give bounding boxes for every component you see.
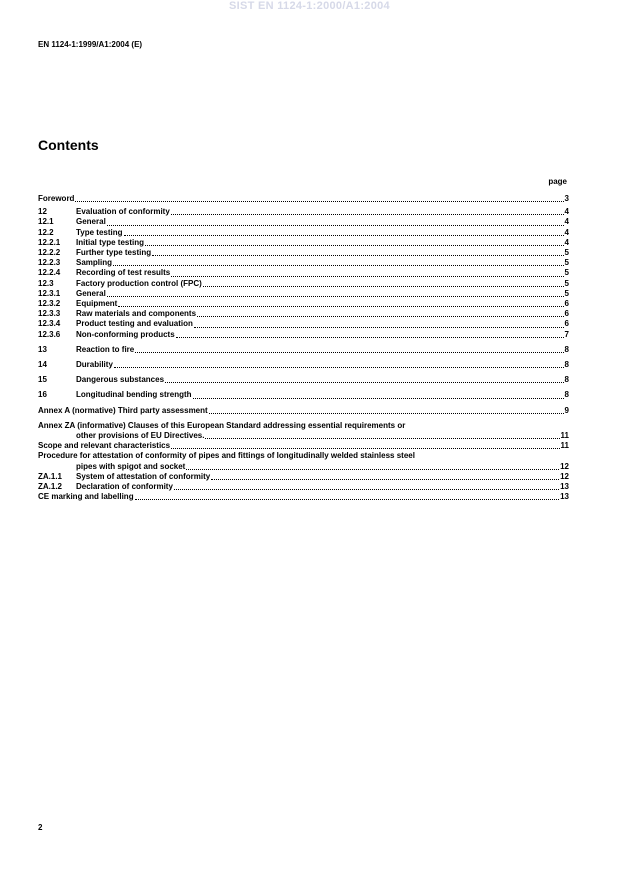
toc-entry[interactable] xyxy=(38,309,569,319)
toc-entry[interactable] xyxy=(38,289,569,299)
toc-entry-number: 12.1 xyxy=(38,217,54,227)
toc-entry-title: Initial type testing xyxy=(76,237,145,247)
toc-entry-number: 14 xyxy=(38,360,47,370)
toc-entry-page: 5 xyxy=(564,278,569,288)
leader-dots xyxy=(186,469,559,470)
toc-entry-number: 12.3.1 xyxy=(38,288,61,298)
toc-entry-title: Longitudinal bending strength xyxy=(76,390,192,400)
toc-entry-page: 4 xyxy=(564,217,569,227)
toc-entry-title: Declaration of conformity xyxy=(76,482,173,492)
leader-dots xyxy=(113,265,564,266)
leader-dots xyxy=(171,214,564,215)
toc-entry-page: 12 xyxy=(560,471,569,481)
page-number: 2 xyxy=(38,823,43,832)
leader-dots xyxy=(165,382,564,383)
toc-entry-page: 12 xyxy=(560,461,569,471)
leader-dots xyxy=(135,352,563,353)
toc-entry[interactable] xyxy=(38,217,569,227)
toc-entry-title: Dangerous substances xyxy=(76,375,165,385)
toc-entry[interactable] xyxy=(38,207,569,217)
toc-entry-page: 8 xyxy=(564,360,569,370)
toc-entry-ce-marking[interactable] xyxy=(38,492,569,502)
toc-entry-page: 11 xyxy=(560,431,569,441)
toc-entry[interactable] xyxy=(38,482,569,492)
leader-dots xyxy=(193,398,564,399)
toc-entry-page: 3 xyxy=(564,194,569,203)
toc-entry-title: Foreword xyxy=(38,194,75,203)
toc-entry-page: 8 xyxy=(564,390,569,400)
toc-entry-page: 4 xyxy=(564,227,569,237)
toc-entry-number: 12.2 xyxy=(38,227,54,237)
toc-entry-number: 15 xyxy=(38,375,47,385)
toc-entry-annex-za[interactable] xyxy=(38,421,569,431)
toc-entry-number: 12.2.1 xyxy=(38,237,61,247)
toc-entry[interactable] xyxy=(38,238,569,248)
toc-entry-number: ZA.1.2 xyxy=(38,482,63,492)
table-of-contents xyxy=(38,194,569,502)
toc-entry-number: 16 xyxy=(38,390,47,400)
toc-entry[interactable] xyxy=(38,268,569,278)
leader-dots xyxy=(118,306,563,307)
toc-entry-title: Type testing xyxy=(76,227,123,237)
toc-entry-page: 13 xyxy=(560,482,569,492)
toc-entry-title: Non-conforming products xyxy=(76,329,175,339)
toc-entry-page: 8 xyxy=(564,375,569,385)
leader-dots xyxy=(194,327,564,328)
leader-dots xyxy=(171,448,559,449)
leader-dots xyxy=(209,413,564,414)
toc-entry-number: 12.2.3 xyxy=(38,258,61,268)
leader-dots xyxy=(114,367,564,368)
leader-dots xyxy=(174,489,559,490)
toc-entry[interactable] xyxy=(38,345,569,355)
toc-entry-page: 4 xyxy=(564,237,569,247)
toc-entry-page: 9 xyxy=(564,405,569,415)
leader-dots xyxy=(197,316,564,317)
toc-entry-title: Recording of test results xyxy=(76,268,171,278)
leader-dots xyxy=(124,235,564,236)
toc-entry-title-continued: other provisions of EU Directives. xyxy=(76,431,205,441)
toc-entry-title: Sampling xyxy=(76,258,113,268)
toc-entry-title: General xyxy=(76,217,106,227)
toc-entry[interactable] xyxy=(38,299,569,309)
contents-heading: Contents xyxy=(38,137,99,153)
toc-entry-title: Procedure for attestation of conformity of pipes and fittings of longitudinally welded stainless steel xyxy=(38,451,415,461)
toc-entry-title: Evaluation of conformity xyxy=(76,207,170,217)
leader-dots xyxy=(176,337,564,338)
toc-entry[interactable] xyxy=(38,228,569,238)
leader-dots xyxy=(171,276,563,277)
toc-entry-foreword[interactable] xyxy=(38,194,569,204)
toc-entry-page: 11 xyxy=(560,441,569,451)
watermark: SIST EN 1124-1:2000/A1:2004 xyxy=(229,0,390,12)
toc-entry-title: Annex A (normative) Third party assessment xyxy=(38,405,208,415)
toc-entry-number: 13 xyxy=(38,344,47,354)
toc-entry-annex-za-continued[interactable] xyxy=(38,431,569,441)
toc-entry-procedure-continued[interactable] xyxy=(38,462,569,472)
leader-dots xyxy=(203,286,564,287)
toc-entry[interactable] xyxy=(38,319,569,329)
toc-entry-page: 6 xyxy=(564,309,569,319)
toc-entry-title: Equipment xyxy=(76,299,118,309)
leader-dots xyxy=(211,479,559,480)
toc-entry-page: 5 xyxy=(564,248,569,258)
toc-entry-title: CE marking and labelling xyxy=(38,492,134,502)
toc-entry-number: ZA.1.1 xyxy=(38,471,63,481)
toc-entry-number: 12.3.2 xyxy=(38,299,61,309)
leader-dots xyxy=(75,201,563,202)
toc-entry-page: 13 xyxy=(560,492,569,502)
toc-entry-title: Further type testing xyxy=(76,248,152,258)
toc-entry-title-continued: pipes with spigot and socket xyxy=(76,461,186,471)
toc-entry-page: 7 xyxy=(564,329,569,339)
toc-entry[interactable] xyxy=(38,279,569,289)
toc-entry[interactable] xyxy=(38,472,569,482)
toc-entry-annex-a[interactable] xyxy=(38,406,569,416)
toc-entry-title: Reaction to fire xyxy=(76,344,135,354)
leader-dots xyxy=(205,438,559,439)
toc-entry-number: 12.2.4 xyxy=(38,268,61,278)
toc-entry-title: Durability xyxy=(76,360,113,370)
leader-dots xyxy=(135,499,560,500)
toc-entry-scope[interactable] xyxy=(38,441,569,451)
toc-entry-page: 5 xyxy=(564,268,569,278)
toc-entry-page: 5 xyxy=(564,258,569,268)
leader-dots xyxy=(145,245,564,246)
toc-entry-number: 12.3.3 xyxy=(38,309,61,319)
toc-entry-procedure[interactable] xyxy=(38,451,569,461)
toc-entry-title: System of attestation of conformity xyxy=(76,471,211,481)
toc-entry-number: 12.2.2 xyxy=(38,248,61,258)
toc-entry-number: 12 xyxy=(38,207,47,217)
toc-entry-page: 6 xyxy=(564,319,569,329)
toc-entry-title: Product testing and evaluation xyxy=(76,319,193,329)
toc-entry-title: General xyxy=(76,288,106,298)
toc-entry[interactable] xyxy=(38,360,569,370)
toc-entry-page: 4 xyxy=(564,207,569,217)
toc-entry-number: 12.3 xyxy=(38,278,54,288)
leader-dots xyxy=(152,255,563,256)
toc-entry-page: 6 xyxy=(564,299,569,309)
toc-entry[interactable] xyxy=(38,375,569,385)
page-column-label: page xyxy=(548,177,567,186)
toc-entry-title: Scope and relevant characteristics xyxy=(38,441,171,451)
toc-entry[interactable] xyxy=(38,390,569,400)
toc-entry-page: 8 xyxy=(564,344,569,354)
toc-entry-title: Raw materials and components xyxy=(76,309,197,319)
toc-entry-title: Factory production control (FPC) xyxy=(76,278,202,288)
document-identifier: EN 1124-1:1999/A1:2004 (E) xyxy=(38,40,143,49)
toc-entry[interactable] xyxy=(38,258,569,268)
toc-entry[interactable] xyxy=(38,248,569,258)
toc-entry-page: 5 xyxy=(564,288,569,298)
toc-entry[interactable] xyxy=(38,330,569,340)
toc-entry-number: 12.3.6 xyxy=(38,329,61,339)
leader-dots xyxy=(107,296,564,297)
toc-entry-title: Annex ZA (informative) Clauses of this European Standard addressing essential requirements or xyxy=(38,420,406,430)
leader-dots xyxy=(107,225,564,226)
toc-entry-number: 12.3.4 xyxy=(38,319,61,329)
